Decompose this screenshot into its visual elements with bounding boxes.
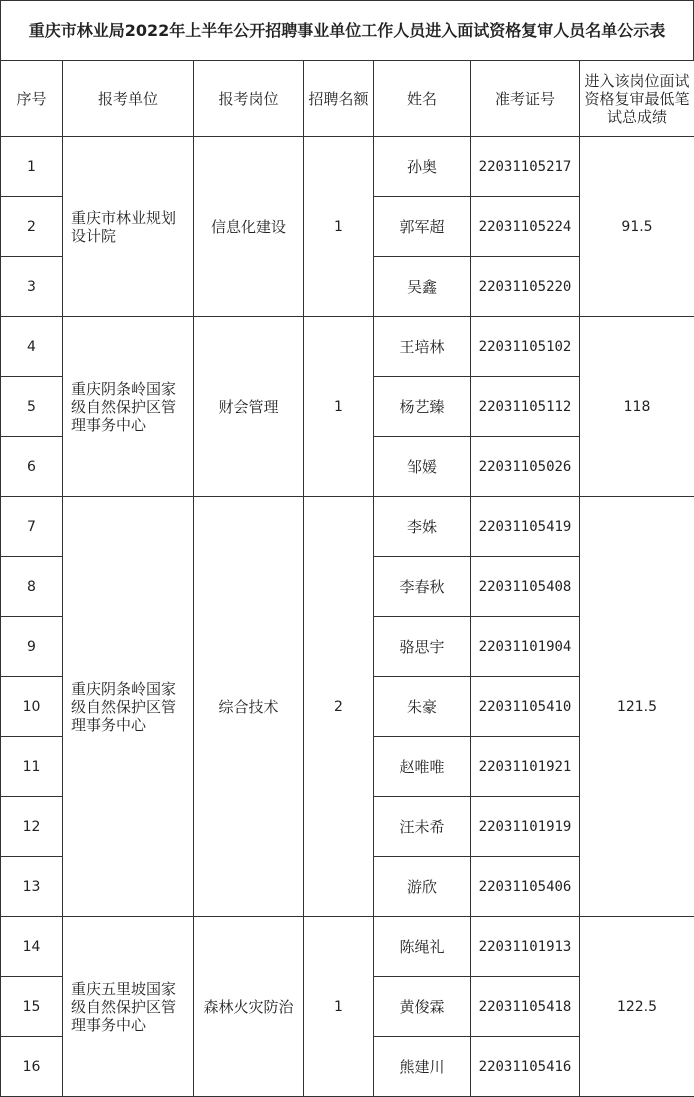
cell-name: 郭军超 bbox=[374, 197, 471, 257]
cell-min-score: 121.5 bbox=[580, 497, 694, 917]
cell-name: 朱豪 bbox=[374, 677, 471, 737]
cell-name: 李姝 bbox=[374, 497, 471, 557]
cell-exam-id: 22031105102 bbox=[471, 317, 580, 377]
cell-name: 游欣 bbox=[374, 857, 471, 917]
candidate-table bbox=[0, 60, 694, 1097]
page-title: 重庆市林业局2022年上半年公开招聘事业单位工作人员进入面试资格复审人员名单公示表 bbox=[0, 0, 694, 60]
table-row bbox=[1, 917, 694, 977]
header-exam-id: 准考证号 bbox=[471, 61, 580, 137]
cell-name: 吴鑫 bbox=[374, 257, 471, 317]
cell-exam-id: 22031105217 bbox=[471, 137, 580, 197]
cell-seq: 16 bbox=[1, 1037, 63, 1097]
cell-name: 汪未希 bbox=[374, 797, 471, 857]
cell-seq: 4 bbox=[1, 317, 63, 377]
table-row bbox=[1, 137, 694, 197]
cell-seq: 10 bbox=[1, 677, 63, 737]
header-position: 报考岗位 bbox=[194, 61, 304, 137]
cell-unit: 重庆阴条岭国家级自然保护区管理事务中心 bbox=[63, 317, 194, 497]
cell-name: 邹媛 bbox=[374, 437, 471, 497]
cell-exam-id: 22031105410 bbox=[471, 677, 580, 737]
header-unit: 报考单位 bbox=[63, 61, 194, 137]
cell-seq: 5 bbox=[1, 377, 63, 437]
cell-quota: 2 bbox=[304, 497, 374, 917]
header-quota: 招聘名额 bbox=[304, 61, 374, 137]
cell-exam-id: 22031101904 bbox=[471, 617, 580, 677]
cell-position: 综合技术 bbox=[194, 497, 304, 917]
cell-seq: 13 bbox=[1, 857, 63, 917]
cell-seq: 6 bbox=[1, 437, 63, 497]
cell-seq: 1 bbox=[1, 137, 63, 197]
cell-name: 陈绳礼 bbox=[374, 917, 471, 977]
cell-exam-id: 22031105220 bbox=[471, 257, 580, 317]
table-body bbox=[1, 137, 694, 1097]
cell-exam-id: 22031101921 bbox=[471, 737, 580, 797]
header-name: 姓名 bbox=[374, 61, 471, 137]
cell-quota: 1 bbox=[304, 137, 374, 317]
cell-unit: 重庆阴条岭国家级自然保护区管理事务中心 bbox=[63, 497, 194, 917]
cell-name: 王培林 bbox=[374, 317, 471, 377]
cell-min-score: 91.5 bbox=[580, 137, 694, 317]
cell-seq: 12 bbox=[1, 797, 63, 857]
cell-exam-id: 22031105026 bbox=[471, 437, 580, 497]
table-header bbox=[1, 61, 694, 137]
cell-exam-id: 22031105112 bbox=[471, 377, 580, 437]
cell-name: 赵唯唯 bbox=[374, 737, 471, 797]
cell-seq: 7 bbox=[1, 497, 63, 557]
cell-name: 黄俊霖 bbox=[374, 977, 471, 1037]
cell-seq: 14 bbox=[1, 917, 63, 977]
cell-min-score: 122.5 bbox=[580, 917, 694, 1097]
cell-seq: 2 bbox=[1, 197, 63, 257]
cell-position: 森林火灾防治 bbox=[194, 917, 304, 1097]
header-min-score: 进入该岗位面试资格复审最低笔试总成绩 bbox=[580, 61, 694, 137]
cell-seq: 15 bbox=[1, 977, 63, 1037]
cell-exam-id: 22031105416 bbox=[471, 1037, 580, 1097]
cell-exam-id: 22031101919 bbox=[471, 797, 580, 857]
cell-unit: 重庆五里坡国家级自然保护区管理事务中心 bbox=[63, 917, 194, 1097]
cell-exam-id: 22031105418 bbox=[471, 977, 580, 1037]
cell-name: 孙奥 bbox=[374, 137, 471, 197]
cell-name: 骆思宇 bbox=[374, 617, 471, 677]
cell-seq: 11 bbox=[1, 737, 63, 797]
cell-name: 熊建川 bbox=[374, 1037, 471, 1097]
cell-position: 财会管理 bbox=[194, 317, 304, 497]
cell-min-score: 118 bbox=[580, 317, 694, 497]
table-row bbox=[1, 497, 694, 557]
header-seq: 序号 bbox=[1, 61, 63, 137]
cell-exam-id: 22031105224 bbox=[471, 197, 580, 257]
cell-unit: 重庆市林业规划设计院 bbox=[63, 137, 194, 317]
cell-name: 李春秋 bbox=[374, 557, 471, 617]
cell-position: 信息化建设 bbox=[194, 137, 304, 317]
cell-exam-id: 22031105406 bbox=[471, 857, 580, 917]
cell-quota: 1 bbox=[304, 317, 374, 497]
table-row bbox=[1, 317, 694, 377]
cell-name: 杨艺臻 bbox=[374, 377, 471, 437]
cell-seq: 3 bbox=[1, 257, 63, 317]
cell-seq: 9 bbox=[1, 617, 63, 677]
cell-quota: 1 bbox=[304, 917, 374, 1097]
cell-exam-id: 22031101913 bbox=[471, 917, 580, 977]
cell-exam-id: 22031105408 bbox=[471, 557, 580, 617]
cell-exam-id: 22031105419 bbox=[471, 497, 580, 557]
cell-seq: 8 bbox=[1, 557, 63, 617]
